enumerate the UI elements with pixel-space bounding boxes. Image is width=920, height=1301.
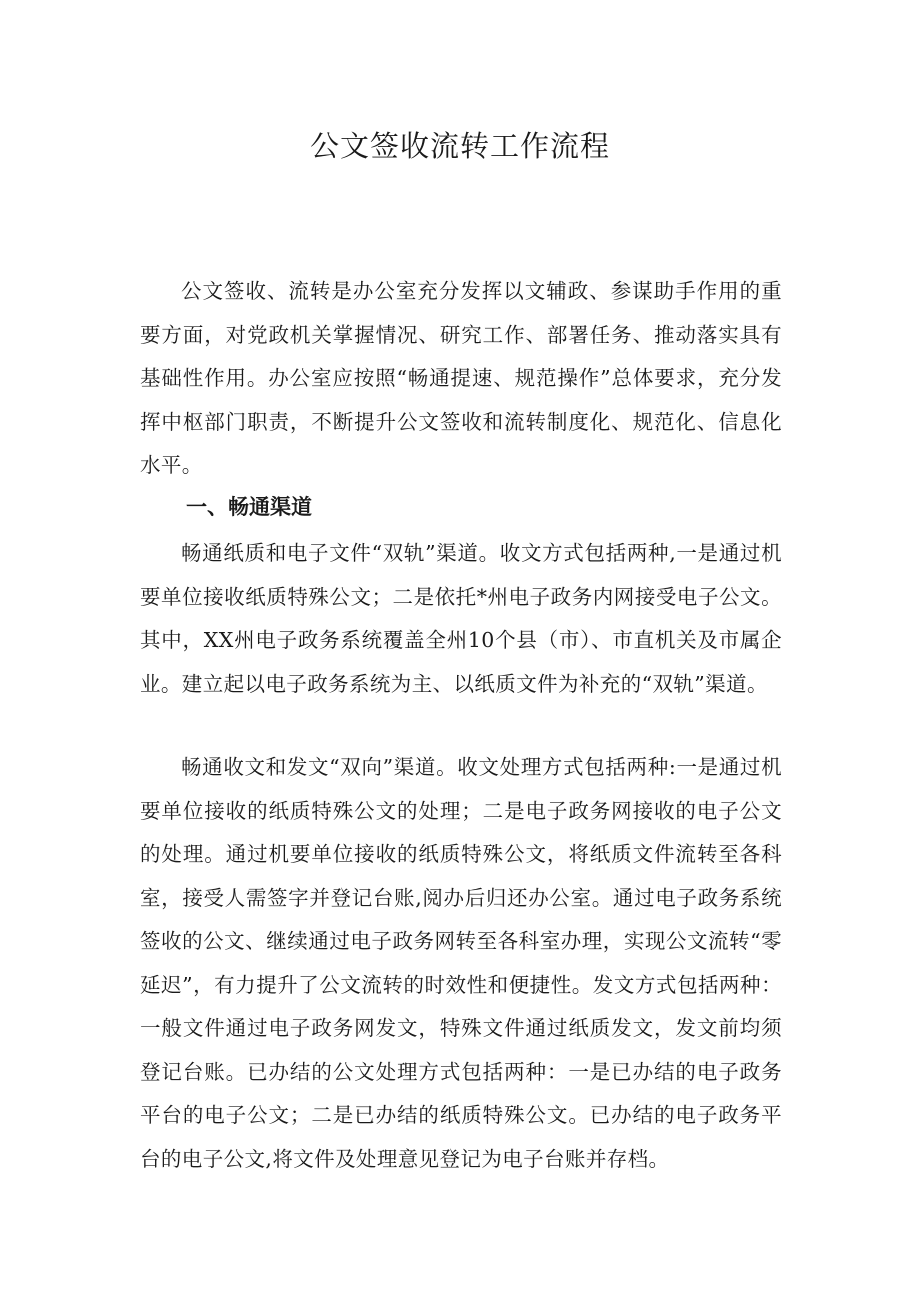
body-paragraph-dual-track: 畅通纸质和电子文件“双轨”渠道。收文方式包括两种,一是通过机要单位接收纸质特殊公文；二是依托*州电子政务内网接受电子公文。其中，XX州电子政务系统覆盖全州10个县（市）、市直机关及市属企业。建立起以电子政务系统为主、以纸质文件为补充的“双轨”渠道。 — [140, 541, 782, 696]
intro-paragraph: 公文签收、流转是办公室充分发挥以文辅政、参谋助手作用的重要方面，对党政机关掌握情况、研究工作、部署任务、推动落实具有基础性作用。办公室应按照“畅通提速、规范操作”总体要求，充分发挥中枢部门职责，不断提升公文签收和流转制度化、规范化、信息化水平。 — [140, 279, 782, 477]
body-paragraph-two-way: 畅通收文和发文“双向”渠道。收文处理方式包括两种:一是通过机要单位接收的纸质特殊公文的处理；二是电子政务网接收的电子公文的处理。通过机要单位接收的纸质特殊公文，将纸质文件流转至各科室，接受人需签字并登记台账,阅办后归还办公室。通过电子政务系统签收的公文、继续通过电子政务网转至各科室办理，实现公文流转“零延迟”，有力提升了公文流转的时效性和便捷性。发文方式包括两种：一般文件通过电子政务网发文，特殊文件通过纸质发文，发文前均须登记台账。已办结的公文处理方式包括两种：一是已办结的电子政务平台的电子公文；二是已办结的纸质特殊公文。已办结的电子政务平台的电子公文,将文件及处理意见登记为电子台账并存档。 — [140, 755, 782, 1171]
document-title: 公文签收流转工作流程 — [309, 129, 610, 163]
section-heading: 一、畅通渠道 — [186, 495, 312, 519]
